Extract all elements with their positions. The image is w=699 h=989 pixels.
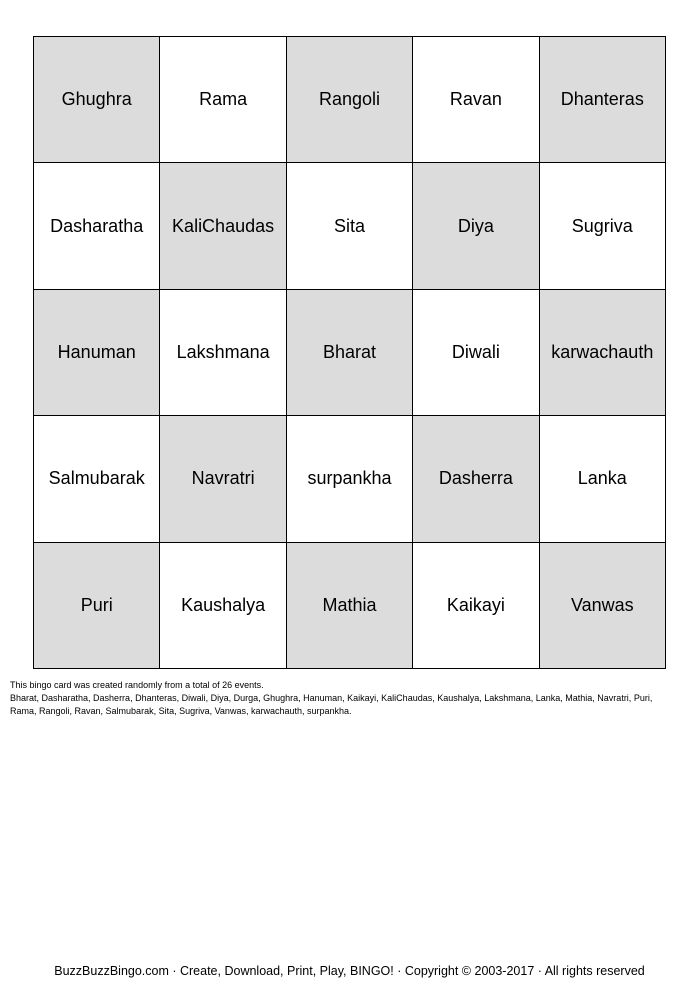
- bingo-cell: Mathia: [287, 543, 413, 669]
- bingo-cell: Rama: [160, 37, 286, 163]
- bingo-cell: Salmubarak: [34, 416, 160, 542]
- bingo-cell: Ghughra: [34, 37, 160, 163]
- bingo-cell: Vanwas: [540, 543, 666, 669]
- bingo-cell: surpankha: [287, 416, 413, 542]
- bingo-cell: Diya: [413, 163, 539, 289]
- bingo-cell: Hanuman: [34, 290, 160, 416]
- bingo-card-grid: [33, 36, 666, 669]
- bingo-cell: Puri: [34, 543, 160, 669]
- bingo-cell: Sita: [287, 163, 413, 289]
- bingo-cell: Ravan: [413, 37, 539, 163]
- bingo-cell: Navratri: [160, 416, 286, 542]
- bingo-cell: Diwali: [413, 290, 539, 416]
- bingo-cell: Lanka: [540, 416, 666, 542]
- bingo-cell: Bharat: [287, 290, 413, 416]
- footer-copyright: BuzzBuzzBingo.com · Create, Download, Print, Play, BINGO! · Copyright © 2003-2017 · All rights reserved: [54, 964, 645, 978]
- bingo-cell: Rangoli: [287, 37, 413, 163]
- event-list: Bharat, Dasharatha, Dasherra, Dhanteras, Diwali, Diya, Durga, Ghughra, Hanuman, Kaikayi, KaliChaudas, Kaushalya, Lakshmana, Lanka, Mathia, Navratri, Puri, Rama, Rangoli, Ravan, Salmubarak, Sita, Sugriva, Vanwas, karwachauth, surpankha.: [10, 693, 653, 716]
- bingo-cell: Dhanteras: [540, 37, 666, 163]
- bingo-cell: Kaushalya: [160, 543, 286, 669]
- bingo-cell: Dasherra: [413, 416, 539, 542]
- bingo-cell: Dasharatha: [34, 163, 160, 289]
- bingo-cell: KaliChaudas: [160, 163, 286, 289]
- bingo-cell: Kaikayi: [413, 543, 539, 669]
- bingo-cell: Sugriva: [540, 163, 666, 289]
- card-creation-note: This bingo card was created randomly from a total of 26 events.: [10, 680, 264, 690]
- bingo-cell: karwachauth: [540, 290, 666, 416]
- bingo-cell: Lakshmana: [160, 290, 286, 416]
